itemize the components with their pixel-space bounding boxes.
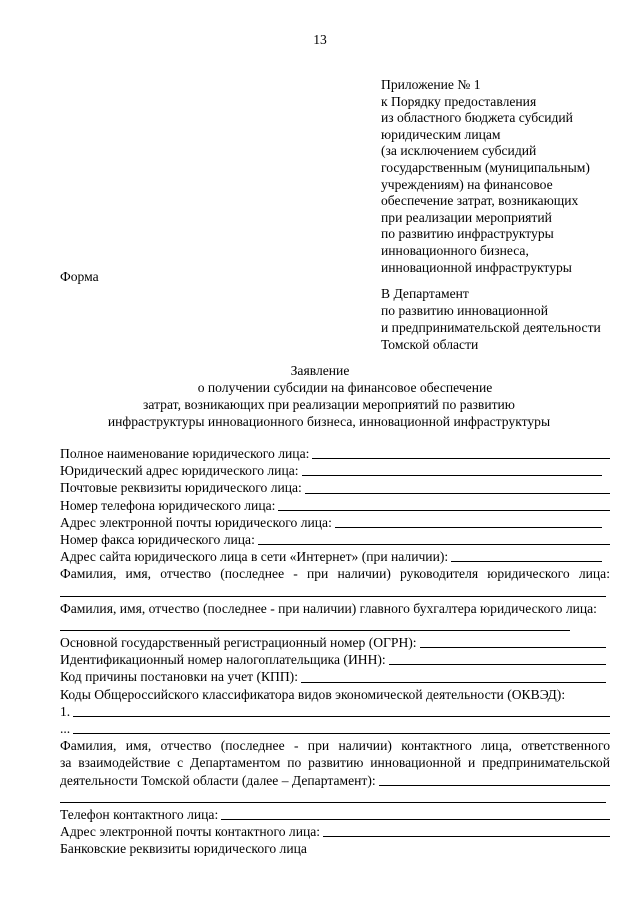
addressee-line: Томской области	[381, 337, 479, 352]
fax-field[interactable]	[258, 531, 610, 545]
legal-address-row	[60, 462, 610, 479]
accountant-name-field[interactable]	[60, 630, 570, 631]
title-line: о получении субсидии на финансовое обеспечение	[197, 380, 493, 395]
okved-more-row	[60, 720, 610, 737]
legal-address-field[interactable]	[302, 462, 602, 476]
kpp-row	[60, 668, 610, 685]
contact-email-field[interactable]	[323, 823, 610, 837]
website-row	[60, 548, 610, 565]
appendix-line: (за исключением субсидий	[381, 143, 537, 159]
ogrn-row	[60, 634, 610, 651]
addressee-line: В Департамент	[381, 286, 469, 301]
appendix-line: инновационного бизнеса,	[381, 242, 529, 258]
contact-person-row	[60, 772, 610, 789]
contact-person-block	[60, 737, 610, 771]
inn-field[interactable]	[389, 651, 606, 665]
website-label: Адрес сайта юридического лица в сети «Интернет» (при наличии):	[60, 549, 449, 565]
form-label: Форма	[60, 269, 99, 284]
title-line: затрат, возникающих при реализации мероприятий по развитию	[143, 397, 515, 412]
accountant-name-label: Фамилия, имя, отчество (последнее - при наличии) главного бухгалтера юридического лица:	[60, 600, 597, 616]
contact-person-label-line: деятельности Томской области (далее – Департамент):	[60, 772, 376, 788]
okved-item-field[interactable]	[73, 703, 610, 717]
full-name-field[interactable]	[312, 445, 610, 459]
appendix-line: инновационной инфраструктуры	[381, 259, 572, 275]
inn-label: Идентификационный номер налогоплательщика (ИНН):	[60, 652, 386, 668]
contact-person-field[interactable]	[379, 772, 610, 786]
contact-person-label-line: Фамилия, имя, отчество (последнее - при наличии) контактного лица, ответственного	[60, 738, 610, 754]
appendix-line: из областного бюджета субсидий	[381, 110, 573, 126]
contact-person-label-line: за взаимодействие с Департаментом по развитию инновационной и предпринимательской	[60, 755, 610, 771]
email-label: Адрес электронной почты юридического лица:	[60, 514, 332, 530]
contact-phone-row	[60, 806, 610, 823]
okved-label: Коды Общероссийского классификатора видов экономической деятельности (ОКВЭД):	[60, 686, 566, 702]
contact-phone-label: Телефон контактного лица:	[60, 806, 219, 822]
addressee-block	[381, 285, 601, 353]
fax-row	[60, 531, 610, 548]
title-line: инфраструктуры инновационного бизнеса, инновационной инфраструктуры	[107, 414, 551, 429]
appendix-line: государственным (муниципальным)	[381, 159, 590, 175]
accountant-name-field-row	[60, 617, 610, 634]
title-line: Заявление	[290, 363, 350, 378]
kpp-field[interactable]	[301, 669, 606, 683]
head-name-label: Фамилия, имя, отчество (последнее - при наличии) руководителя юридического лица:	[60, 566, 610, 582]
document-title	[0, 362, 640, 430]
full-name-row	[60, 445, 610, 462]
addressee-line: по развитию инновационной	[381, 303, 548, 318]
contact-email-label: Адрес электронной почты контактного лица:	[60, 824, 321, 840]
okved-item-row	[60, 703, 610, 720]
bank-details-label: Банковские реквизиты юридического лица	[60, 841, 307, 857]
postal-details-label: Почтовые реквизиты юридического лица:	[60, 480, 302, 496]
appendix-line: при реализации мероприятий	[381, 209, 552, 225]
appendix-line: обеспечение затрат, возникающих	[381, 193, 579, 209]
okved-more-ellipsis: ...	[60, 720, 71, 736]
ogrn-field[interactable]	[420, 634, 606, 648]
appendix-line: Приложение № 1	[381, 77, 481, 92]
bank-details-row	[60, 840, 610, 857]
contact-phone-field[interactable]	[221, 806, 610, 820]
email-row	[60, 514, 610, 531]
appendix-line: к Порядку предоставления	[381, 93, 537, 109]
head-name-field[interactable]	[60, 596, 606, 597]
fax-label: Номер факса юридического лица:	[60, 531, 255, 547]
phone-label: Номер телефона юридического лица:	[60, 497, 276, 513]
head-name-field-row	[60, 583, 610, 600]
addressee-line: и предпринимательской деятельности	[381, 320, 601, 335]
accountant-name-row	[60, 600, 610, 617]
page-number: 13	[313, 32, 327, 47]
appendix-line: учреждениям) на финансовое	[381, 176, 553, 192]
website-field[interactable]	[451, 548, 602, 562]
application-form	[60, 445, 610, 858]
legal-address-label: Юридический адрес юридического лица:	[60, 463, 299, 479]
full-name-label: Полное наименование юридического лица:	[60, 445, 310, 461]
inn-row	[60, 651, 610, 668]
postal-details-field[interactable]	[305, 480, 610, 494]
head-name-row	[60, 565, 610, 582]
email-field[interactable]	[335, 514, 602, 528]
okved-row	[60, 686, 610, 703]
ogrn-label: Основной государственный регистрационный номер (ОГРН):	[60, 635, 417, 651]
phone-field[interactable]	[278, 497, 610, 511]
kpp-label: Код причины постановки на учет (КПП):	[60, 669, 298, 685]
okved-more-field[interactable]	[73, 720, 610, 734]
phone-row	[60, 497, 610, 514]
contact-email-row	[60, 823, 610, 840]
appendix-header	[381, 77, 590, 276]
appendix-line: по развитию инфраструктуры	[381, 226, 554, 242]
contact-person-field-row	[60, 789, 610, 806]
appendix-line: юридическим лицам	[381, 126, 501, 142]
okved-item-number: 1.	[60, 703, 71, 719]
postal-details-row	[60, 479, 610, 496]
contact-person-extra-field[interactable]	[60, 802, 606, 803]
